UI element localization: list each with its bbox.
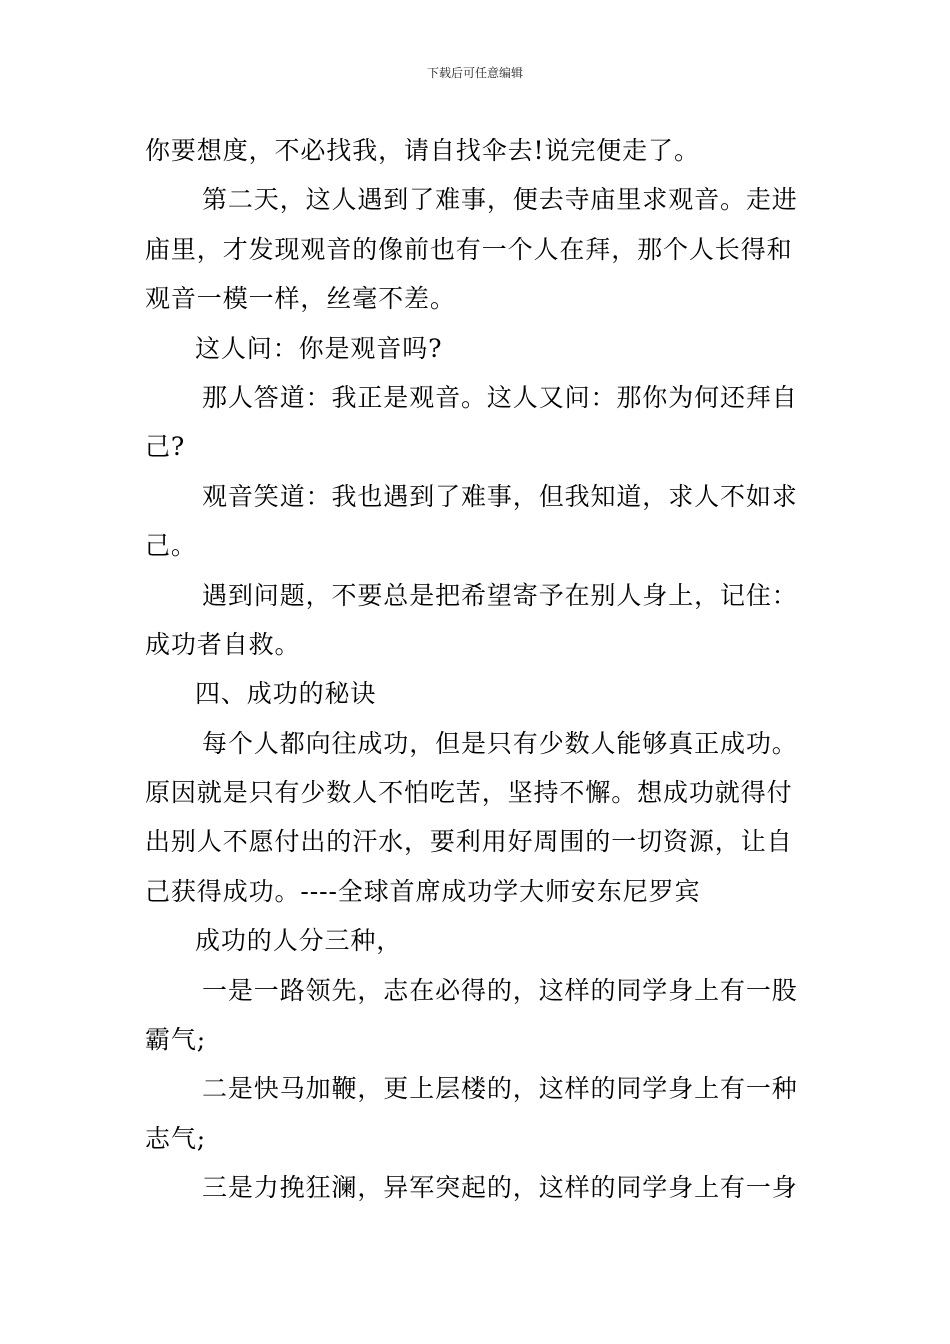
text-line: 己获得成功。----全球首席成功学大师安东尼罗宾 xyxy=(145,876,701,906)
paragraph xyxy=(145,571,810,670)
text-line: 观音笑道：我也遇到了难事，但我知道，求人不如求 xyxy=(202,481,798,511)
text-line: 那人答道：我正是观音。这人又问：那你为何还拜自 xyxy=(202,382,798,412)
text-line: 二是快马加鞭，更上层楼的，这样的同学身上有一种 xyxy=(202,1074,798,1104)
text-line: 这人问：你是观音吗? xyxy=(195,333,443,363)
paragraph xyxy=(145,373,810,472)
text-line: 你要想度，不必找我，请自找伞去!说完便走了。 xyxy=(145,136,700,165)
text-line: 己? xyxy=(145,432,186,462)
paragraph xyxy=(145,1064,810,1163)
text-line: 每个人都向往成功，但是只有少数人能够真正成功。 xyxy=(202,728,798,758)
paragraph xyxy=(145,1163,810,1212)
page-header: 下载后可任意编辑 xyxy=(426,66,523,80)
text-line: 出别人不愿付出的汗水，要利用好周围的一切资源，让自 xyxy=(145,827,793,857)
text-line: 庙里，才发现观音的像前也有一个人在拜，那个人长得和 xyxy=(145,234,793,264)
paragraph xyxy=(145,175,810,323)
paragraph xyxy=(145,719,810,917)
document-body xyxy=(145,126,810,1213)
text-line: 第二天，这人遇到了难事，便去寺庙里求观音。走进 xyxy=(202,185,798,215)
text-line: 四、成功的秘诀 xyxy=(195,679,377,709)
text-line: 志气; xyxy=(145,1123,207,1153)
text-line: 遇到问题，不要总是把希望寄予在别人身上，记住： xyxy=(202,580,798,610)
text-line: 原因就是只有少数人不怕吃苦，坚持不懈。想成功就得付 xyxy=(145,778,793,808)
text-line: 观音一模一样，丝毫不差。 xyxy=(145,284,456,314)
text-line: 成功者自救。 xyxy=(145,629,301,659)
text-line: 一是一路领先，志在必得的，这样的同学身上有一股 xyxy=(202,975,798,1005)
paragraph xyxy=(145,966,810,1065)
paragraph xyxy=(145,916,810,965)
paragraph xyxy=(145,472,810,571)
text-line: 霸气; xyxy=(145,1025,207,1055)
paragraph xyxy=(145,126,810,175)
paragraph xyxy=(145,669,810,718)
text-line: 成功的人分三种， xyxy=(195,926,403,956)
paragraph xyxy=(145,324,810,373)
text-line: 三是力挽狂澜，异军突起的，这样的同学身上有一身 xyxy=(202,1173,798,1203)
text-line: 己。 xyxy=(145,531,197,561)
